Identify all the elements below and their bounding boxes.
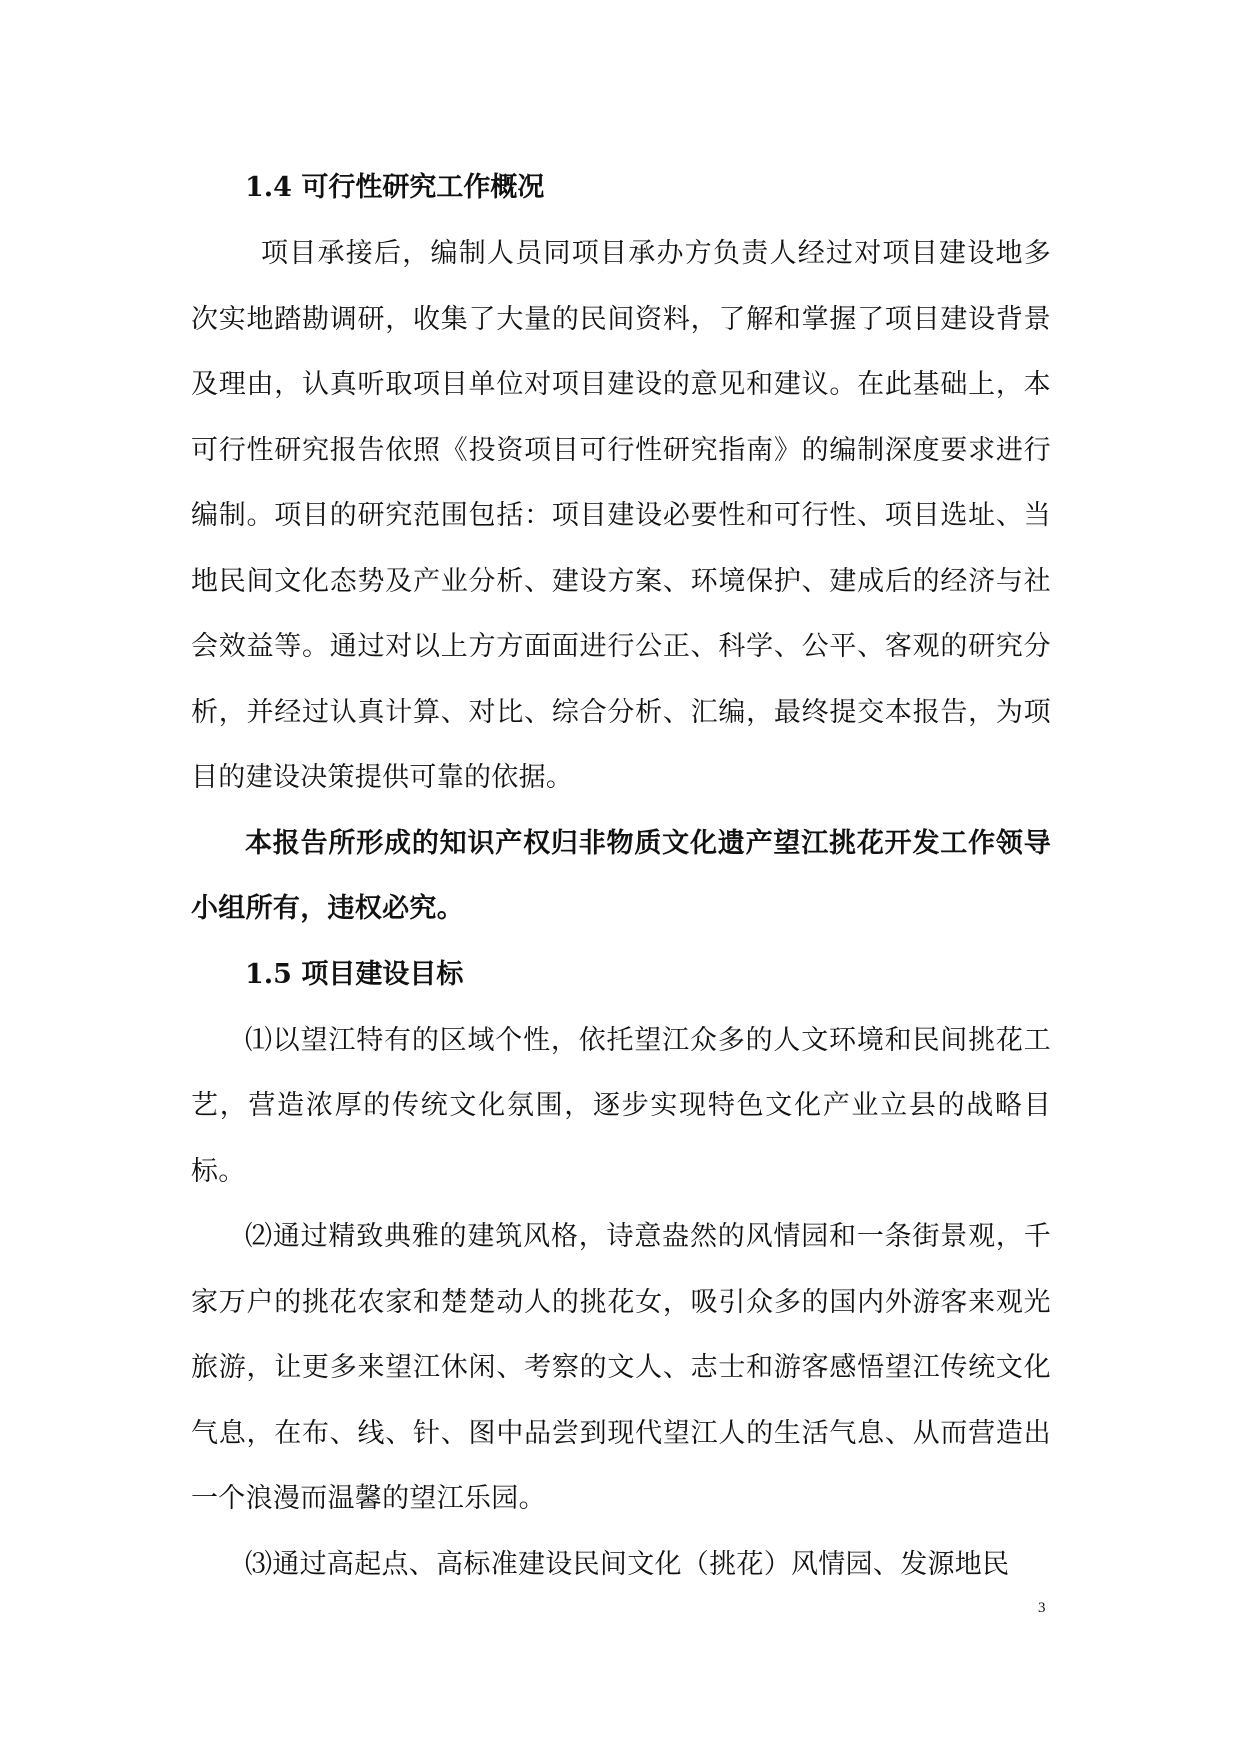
section-heading-1-5: 1.5 项目建设目标 <box>245 958 464 990</box>
objective-item-1: ⑴以望江特有的区域个性，依托望江众多的人文环境和民间挑花工艺，营造浓厚的传统文化氛围，逐步实现特色文化产业立县的战略目标。 <box>191 1024 1051 1187</box>
objective-item-3: ⑶通过高起点、高标准建设民间文化（挑花）风情园、发源地民 <box>245 1548 1010 1580</box>
paragraph-feasibility-overview: 项目承接后，编制人员同项目承办方负责人经过对项目建设地多次实地踏勘调研，收集了大量的民间资料，了解和掌握了项目建设背景及理由，认真听取项目单位对项目建设的意见和建议。在此基础上，本可行性研究报告依照《投资项目可行性研究指南》的编制深度要求进行编制。项目的研究范围包括：项目建设必要性和可行性、项目选址、当地民间文化态势及产业分析、建设方案、环境保护、建成后的经济与社会效益等。通过对以上方方面面进行公正、科学、公平、客观的研究分析，并经过认真计算、对比、综合分析、汇编，最终提交本报告，为项目的建设决策提供可靠的依据。 <box>191 238 1051 793</box>
document-body <box>191 155 1051 1597</box>
page-number: 3 <box>1038 1600 1046 1616</box>
objective-item-2: ⑵通过精致典雅的建筑风格，诗意盎然的风情园和一条街景观，千家万户的挑花农家和楚楚动人的挑花女，吸引众多的国内外游客来观光旅游，让更多来望江休闲、考察的文人、志士和游客感悟望江传统文化气息，在布、线、针、图中品尝到现代望江人的生活气息、从而营造出一个浪漫而温馨的望江乐园。 <box>191 1221 1051 1514</box>
section-heading-1-4: 1.4 可行性研究工作概况 <box>245 172 545 203</box>
paragraph-intellectual-property: 本报告所形成的知识产权归非物质文化遗产望江挑花开发工作领导小组所有，违权必究。 <box>191 827 1051 924</box>
